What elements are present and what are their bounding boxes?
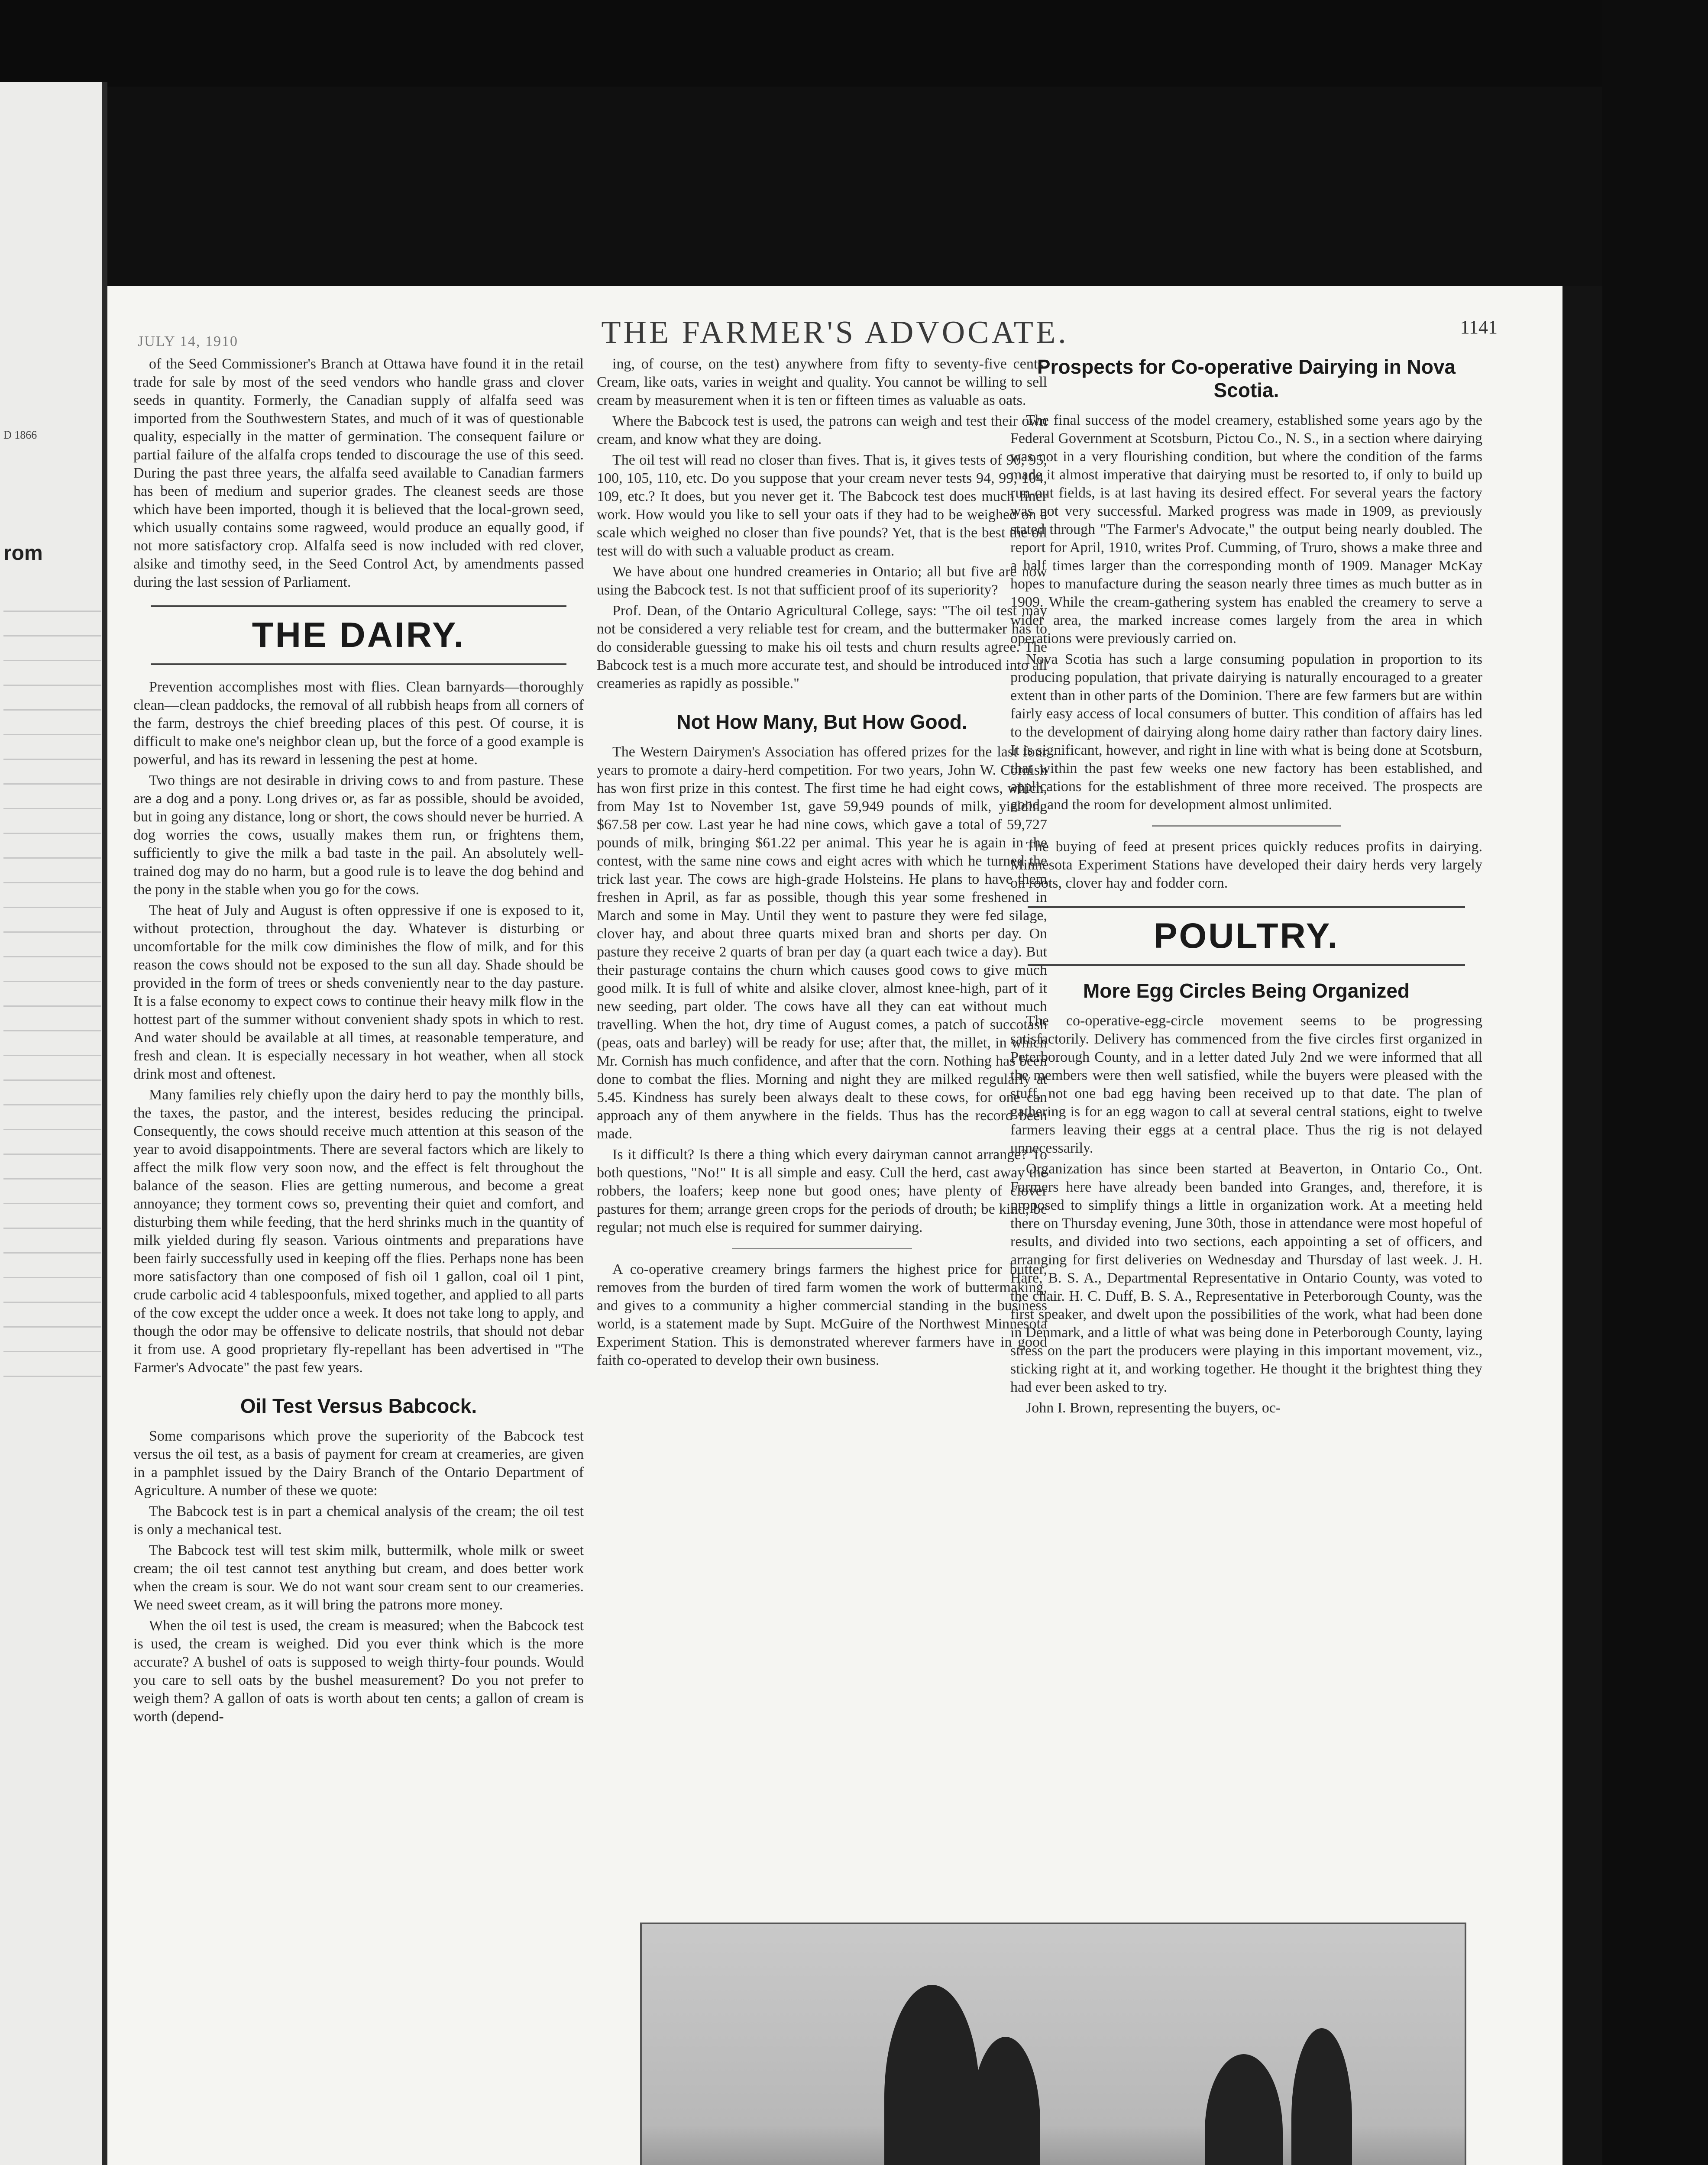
article-paragraph: Where the Babcock test is used, the patrons can weigh and test their own cream, and know what they are doing. xyxy=(597,413,1047,447)
article-paragraph: We have about one hundred creameries in Ontario; all but five are now using the Babcock test. Is not that sufficient proof of its superiority? xyxy=(597,564,1047,598)
article-paragraph: of the Seed Commissioner's Branch at Ottawa have found it in the retail trade for sale by most of the seed vendors who handle grass and clover seeds in quantity. Formerly, the Canadian supply of alfalfa seed was imported from the Southwestern States, and much of it was of questionable quality, especially in the matter of germination. The consequent failure or partial failure of the alfalfa crops tended to discourage the use of this seed. During the past three years, the alfalfa seed available to Canadian farmers has been of medium and superior grades. The cleanest seeds are those which have been imported, though it is believed that the local-grown seed, which usually contains some ragweed, would produce an equally good, if not more satisfactory crop. Alfalfa seed is now included with red clover, alsike and timothy seed, in the Seed Control Act, by amendments passed during the last session of Parliament. xyxy=(133,356,584,590)
tree xyxy=(1291,2028,1352,2165)
article-paragraph: John I. Brown, representing the buyers, oc- xyxy=(1026,1400,1281,1416)
page-edge-shadow xyxy=(1562,286,1602,2165)
article-paragraph: Many families rely chiefly upon the dairy herd to pay the monthly bills, the taxes, the pastor, and the interest, besides reducing the principal. Consequently, the cows should receive much attention at this season of the year to avoid disappointments. There are several factors which are likely to affect the milk flow very soon now, and the effect is felt throughout the balance of the season. Flies are getting numerous, and become a great annoyance; they torment cows so, preventing their quiet and comfort, and disturbing them while feeding, that the herd shrinks much in the quantity of milk yielded during fly season. Various ointments and preparations have been fairly successfully used in keeping off the flies. Perhaps none has been more satisfactory than one composed of fish oil 1 gallon, coal oil 1 pint, crude carbolic acid 4 tablespoonfuls, mixed together, and applied to all parts of the cow except the udder once a week. It does not take long to apply, and though the odor may be offensive to delicate nostrils, that should not debar it from use. A good proprietary fly-repellant has been advertised in "The Farmer's Advocate" the past few years. xyxy=(133,1087,584,1376)
previous-page-title: rom xyxy=(3,542,43,565)
dairy-herd-photograph xyxy=(640,1923,1466,2165)
scan-frame-top xyxy=(0,0,1708,87)
article-paragraph: The buying of feed at present prices quickly reduces profits in dairying. Minnesota Experiment Stations have developed their dairy herds very largely on roots, clover hay and fodder corn. xyxy=(1010,839,1482,891)
previous-page-header: D 1866 xyxy=(3,429,37,441)
article-paragraph: ing, of course, on the test) anywhere from fifty to seventy-five cents. Cream, like oats, varies in weight and quality. You cannot be willing to sell cream by measurement when it is ten or fifteen times as valuable as oats. xyxy=(597,356,1047,408)
article-paragraph: The Western Dairymen's Association has offered prizes for the last four years to promote a dairy-herd competition. For two years, John W. Cornish has won first prize in this contest. The first time he had eight cows, which, from May 1st to November 1st, gave 59,949 pounds of milk, yielding $67.58 per cow. Last year he had nine cows, which gave a total of 59,727 pounds of milk, bringing $61.22 per animal. This year he is again in the contest, with the same nine cows and eight acres with which he turned the trick last year. The cows are high-grade Holsteins. He plans to have them freshen in April, as far as possible, though this year some freshened in March and some in May. Until they went to pasture they were fed silage, clover hay, and about three quarts mixed bran and shorts per day. On pasture they receive 2 quarts of bran per day (a quart each twice a day). But their pasturage contains the churn which causes good cows to give much good milk. It is full of white and alsike clover, almost knee-high, part of it new seeding, part older. The cows have all they can eat without much travelling. When the hot, dry time of August comes, a patch of succotash (peas, oats and barley) will be ready for use; after that, the millet, in which Mr. Cornish has much confidence, and after that the corn. Nothing has been done to combat the flies. Morning and night they are milked regularly at 5.45. Kindness has surely been always dealt to these cows, for one can approach any of them anywhere in the fields. Thus has the record been made. xyxy=(597,744,1047,1142)
article-paragraph: Two things are not desirable in driving cows to and from pasture. These are a dog and a pony. Long drives or, as far as possible, should be avoided, but in going any distance, long or short, the cows should never be hurried. A dog worries the cows, usually makes them run, or frightens them, sufficiently to give the milk a bad taste in the pail. An absolutely well-trained dog may do no harm, but a good rule is to leave the dog behind and the pony in the stable when you go for the cows. xyxy=(133,772,584,898)
page-gutter xyxy=(102,82,107,2165)
previous-page-strip xyxy=(0,82,102,2165)
article-paragraph: The co-operative-egg-circle movement seems to be progressing satisfactorily. Delivery has commenced from the five circles first organized in Peterborough County, and in a letter dated July 2nd we were informed that all the members were then well satisfied, while the buyers were pleased with the stuff, not one bad egg having been received up to that date. The plan of gathering is for an egg wagon to call at several central stations, eight to twelve farmers leaving their eggs at a central place. Thus the rig is not delayed unnecessarily. xyxy=(1010,1013,1482,1156)
article-paragraph: Organization has since been started at Beaverton, in Ontario Co., Ont. Farmers here have already been banded into Granges, and, therefore, it is proposed to simplify things a little in organization work. At a meeting held there on Thursday evening, June 30th, those in attendance were most hopeful of results, and divided into two sections, each appointing a set of officers, and arranging for first deliveries on Wednesday and Thursday of last week. J. H. Hare, B. S. A., Departmental Representative in Ontario County, was voted to the chair. H. C. Duff, B. S. A., Representative in Peterborough County, was the first speaker, and dwelt upon the possibilities of the work, what had been done in Denmark, and a little of what was being done in Peterborough County, laying stress on the part the producers were playing in this important movement, viz., sticking right at it, and working together. He thought it the brightest thing they had ever been asked to try. xyxy=(1010,1161,1482,1395)
article-paragraph: Prevention accomplishes most with flies. Clean barnyards—thoroughly clean—clean paddocks, the removal of all rubbish heaps from all corners of the farm, destroys the chief breeding places of this pest. Of course, it is difficult to make one's neighbor clean up, but the force of a good example is powerful, and has its reward in lessening the pest at home. xyxy=(133,679,584,768)
article-paragraph: Some comparisons which prove the superiority of the Babcock test versus the oil test, as a basis of payment for cream at creameries, are given in a pamphlet issued by the Dairy Branch of the Ontario Department of Agriculture. A number of these we quote: xyxy=(133,1428,584,1499)
scan-frame-right xyxy=(1602,0,1708,2165)
section-heading-dairy: THE DAIRY. xyxy=(151,605,566,665)
column-2 xyxy=(597,355,1047,1372)
tree xyxy=(971,2037,1040,2165)
previous-page-text-lines xyxy=(3,593,101,1383)
article-paragraph: When the oil test is used, the cream is measured; when the Babcock test is used, the cream is weighed. Did you ever think which is the more accurate? A bushel of oats is supposed to weigh thirty-four pounds. Would you care to sell oats by the bushel measurement? Do you not prefer to weigh them? A gallon of oats is worth about ten cents; a gallon of cream is worth (depend- xyxy=(133,1618,584,1725)
article-paragraph: The heat of July and August is often oppressive if one is exposed to it, without protection, throughout the day. Whatever is disturbing or uncomfortable for the milk cow diminishes the flow of milk, and for this reason the cows should not be exposed to the sun all day. Shade should be provided in the form of trees or sheds conveniently near to the day pasture. It is a false economy to expect cows to continue their heavy milk flow in the hottest part of the summer without convenient shady spots in which to rest. And water should be available at all times, at reasonable temperature, and fresh and clean. It is especially necessary in hot weather, when all stock drink most and oftenest. xyxy=(133,902,584,1082)
article-paragraph: A co-operative creamery brings farmers the highest price for butter, removes from the burden of tired farm women the work of buttermaking, and gives to a community a higher commercial standing in the business world, is a statement made by Supt. McGuire of the Northwest Minnesota Experiment Station. This is demonstrated wherever farmers have in good faith co-operated to develop their own business. xyxy=(597,1261,1047,1368)
article-paragraph: The Babcock test is in part a chemical analysis of the cream; the oil test is only a mechanical test. xyxy=(133,1503,584,1538)
article-heading-egg-circles: More Egg Circles Being Organized xyxy=(1083,979,1410,1002)
section-heading-poultry: POULTRY. xyxy=(1028,906,1465,966)
article-heading-not-how-many: Not How Many, But How Good. xyxy=(676,711,967,733)
article-heading-nova-scotia: Prospects for Co-operative Dairying in Nova Scotia. xyxy=(1037,355,1456,401)
article-paragraph: Nova Scotia has such a large consuming population in proportion to its producing population, that private dairying is naturally encouraged to a greater extent than in other parts of the Dominion. There are few farmers but are within fairly easy access of local consumers of butter. This condition of affairs has led to the development of dairying along home dairy rather than factory dairy lines. It is significant, however, and right in line with what is being done at Scotsburn, that within the past few weeks one new factory has been established, and applications for the establishment of three more received. The prospects are good, and the room for development almost unlimited. xyxy=(1010,651,1482,813)
column-3 xyxy=(1010,355,1482,1420)
article-paragraph: The Babcock test will test skim milk, buttermilk, whole milk or sweet cream; the oil test cannot test anything but cream, and does better work when the cream is sour. We do not want sour cream sent to our creameries. We need sweet cream, as it will bring the patrons more money. xyxy=(133,1542,584,1613)
article-paragraph: Prof. Dean, of the Ontario Agricultural College, says: "The oil test may not be considered a very reliable test for cream, and the buttermaker has to do considerable guessing to make his oil tests and churn results agree. The Babcock test is a much more accurate test, and should be introduced into all creameries as rapidly as possible." xyxy=(597,603,1047,692)
page-header xyxy=(107,286,1562,355)
tree xyxy=(884,1985,980,2165)
article-paragraph: The final success of the model creamery, established some years ago by the Federal Government at Scotsburn, Pictou Co., N. S., in a section where dairying was not in a very flourishing condition, but where the condition of the farms made it almost imperative that dairying must be resorted to, if only to build up run-out fields, is at last having its desired effect. For several years the factory was not very successful. Marked progress was made in 1909, as previously stated through "The Farmer's Advocate," the output being nearly doubled. The report for April, 1910, writes Prof. Cumming, of Truro, shows a make three and a half times larger than the corresponding month of 1909. Manager McKay hopes to manufacture during the season nearly three times as much butter as in 1909. While the cream-gathering system has enabled the creamery to serve a wider area, the marked increase comes largely from the area in which operations were previously carried on. xyxy=(1010,412,1482,646)
article-paragraph: The oil test will read no closer than fives. That is, it gives tests of 90, 95, 100, 105, 110, etc. Do you suppose that your cream never tests 94, 99, 104, 109, etc.? It does, but you never get it. The Babcock test does much finer work. How would you like to sell your oats if they had to be weighed on a scale which weighed no closer than five pounds? Yet, that is the best the oil test will do with such a valuable product as cream. xyxy=(597,452,1047,559)
article-paragraph: Is it difficult? Is there a thing which every dairyman cannot arrange? To both questions, "No!" It is all simple and easy. Cull the herd, cast away the robbers, the loafers; keep none but good ones; have plenty of clover pastures for them; arrange green crops for the periods of drouth; be kind; be regular; not much else is required for summer dairying. xyxy=(597,1147,1047,1235)
masthead-title: THE FARMER'S ADVOCATE. xyxy=(601,315,1069,350)
newspaper-page xyxy=(107,286,1562,2165)
page-number: 1141 xyxy=(1460,317,1498,338)
column-1 xyxy=(133,355,584,1729)
tree xyxy=(1205,2054,1283,2165)
header-date: JULY 14, 1910 xyxy=(138,333,238,349)
article-heading-oil-test: Oil Test Versus Babcock. xyxy=(240,1395,477,1417)
divider xyxy=(1152,825,1341,827)
divider xyxy=(732,1248,912,1249)
